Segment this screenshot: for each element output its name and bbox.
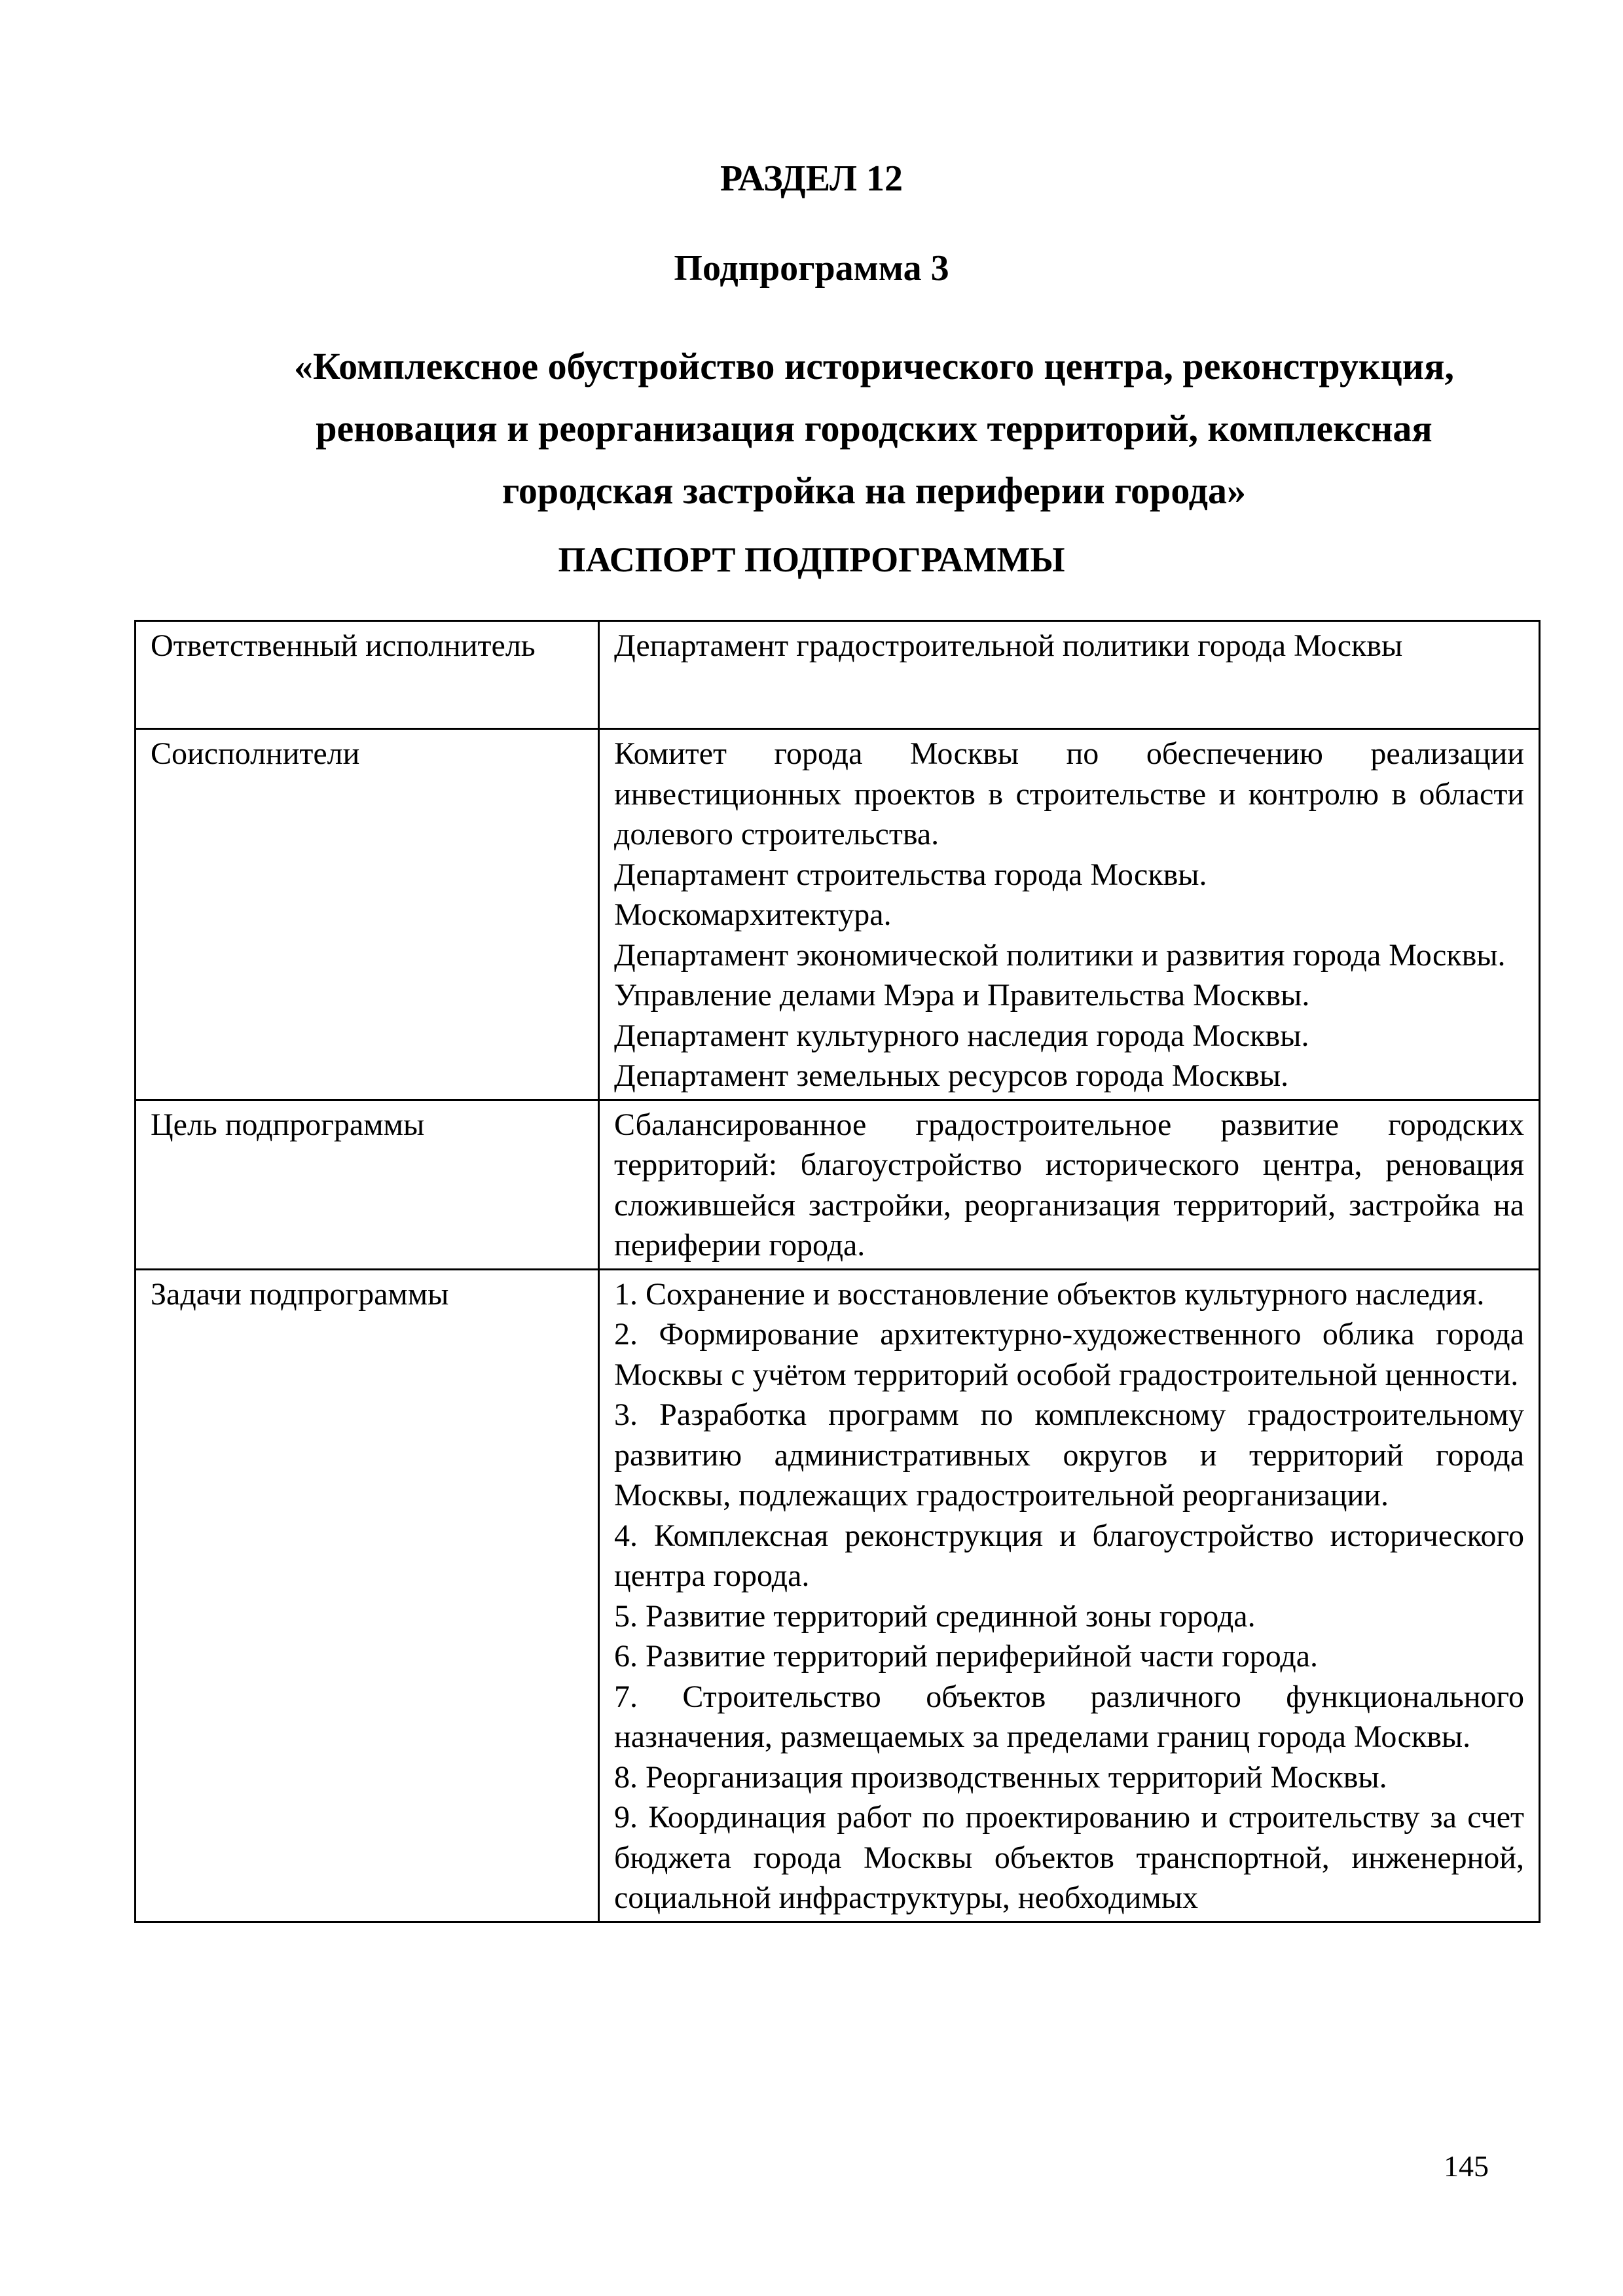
row-label: Цель подпрограммы	[136, 1100, 599, 1269]
table-row-tasks	[136, 1269, 1540, 1922]
section-heading: РАЗДЕЛ 12	[720, 158, 903, 199]
table-row-responsible-executor	[136, 621, 1540, 729]
paragraph: Департамент экономической политики и развития города Москвы.	[614, 937, 1506, 973]
passport-table	[134, 620, 1541, 1923]
paragraph: 6. Развитие территорий периферийной части города.	[614, 1639, 1319, 1674]
paragraph: Сбалансированное градостроительное развитие городских территорий: благоустройство исторического центра, реновация сложившейся застройки, реорганизация территорий, застройка на периферии города.	[614, 1107, 1524, 1263]
row-label: Соисполнители	[136, 729, 599, 1100]
paragraph: 9. Координация работ по проектированию и строительству за счет бюджета города Москвы объектов транспортной, инженерной, социальной инфраструктуры, необходимых	[614, 1800, 1524, 1915]
row-value	[599, 1269, 1540, 1922]
paragraph: 2. Формирование архитектурно-художественного облика города Москвы с учётом территорий особой градостроительной ценности.	[614, 1317, 1524, 1392]
paragraph: 1. Сохранение и восстановление объектов культурного наследия.	[614, 1276, 1485, 1312]
paragraph: 5. Развитие территорий срединной зоны города.	[614, 1598, 1256, 1634]
paragraph: Москомархитектура.	[614, 897, 892, 932]
passport-heading: ПАСПОРТ ПОДПРОГРАММЫ	[558, 540, 1065, 579]
table-row-co-executors	[136, 729, 1540, 1100]
paragraph: Департамент земельных ресурсов города Москвы.	[614, 1058, 1289, 1093]
row-value	[599, 729, 1540, 1100]
row-label: Задачи подпрограммы	[136, 1269, 599, 1922]
subprogram-title: «Комплексное обустройство исторического центра, реконструкция, реновация и реорганизация городских территорий, комплексная городская застройка на периферии города»	[293, 345, 1455, 512]
paragraph: Департамент строительства города Москвы.	[614, 857, 1207, 892]
paragraph: 4. Комплексная реконструкция и благоустройство исторического центра города.	[614, 1518, 1524, 1593]
row-label: Ответственный исполнитель	[136, 621, 599, 729]
row-value	[599, 1100, 1540, 1269]
paragraph: 3. Разработка программ по комплексному градостроительному развитию административных округов и территорий города Москвы, подлежащих градостроительной реорганизации.	[614, 1397, 1524, 1513]
subprogram-heading: Подпрограмма 3	[674, 248, 949, 289]
paragraph: 7. Строительство объектов различного функционального назначения, размещаемых за пределами границ города Москвы.	[614, 1679, 1524, 1754]
paragraph: Комитет города Москвы по обеспечению реализации инвестиционных проектов в строительстве и контролю в области долевого строительства.	[614, 736, 1524, 852]
row-value	[599, 621, 1540, 729]
paragraph: Департамент культурного наследия города Москвы.	[614, 1018, 1309, 1053]
paragraph: 8. Реорганизация производственных территорий Москвы.	[614, 1759, 1387, 1795]
paragraph: Управление делами Мэра и Правительства Москвы.	[614, 978, 1310, 1013]
page-number: 145	[1444, 2149, 1489, 2183]
paragraph: Департамент градостроительной политики города Москвы	[614, 628, 1403, 663]
table-row-goal	[136, 1100, 1540, 1269]
